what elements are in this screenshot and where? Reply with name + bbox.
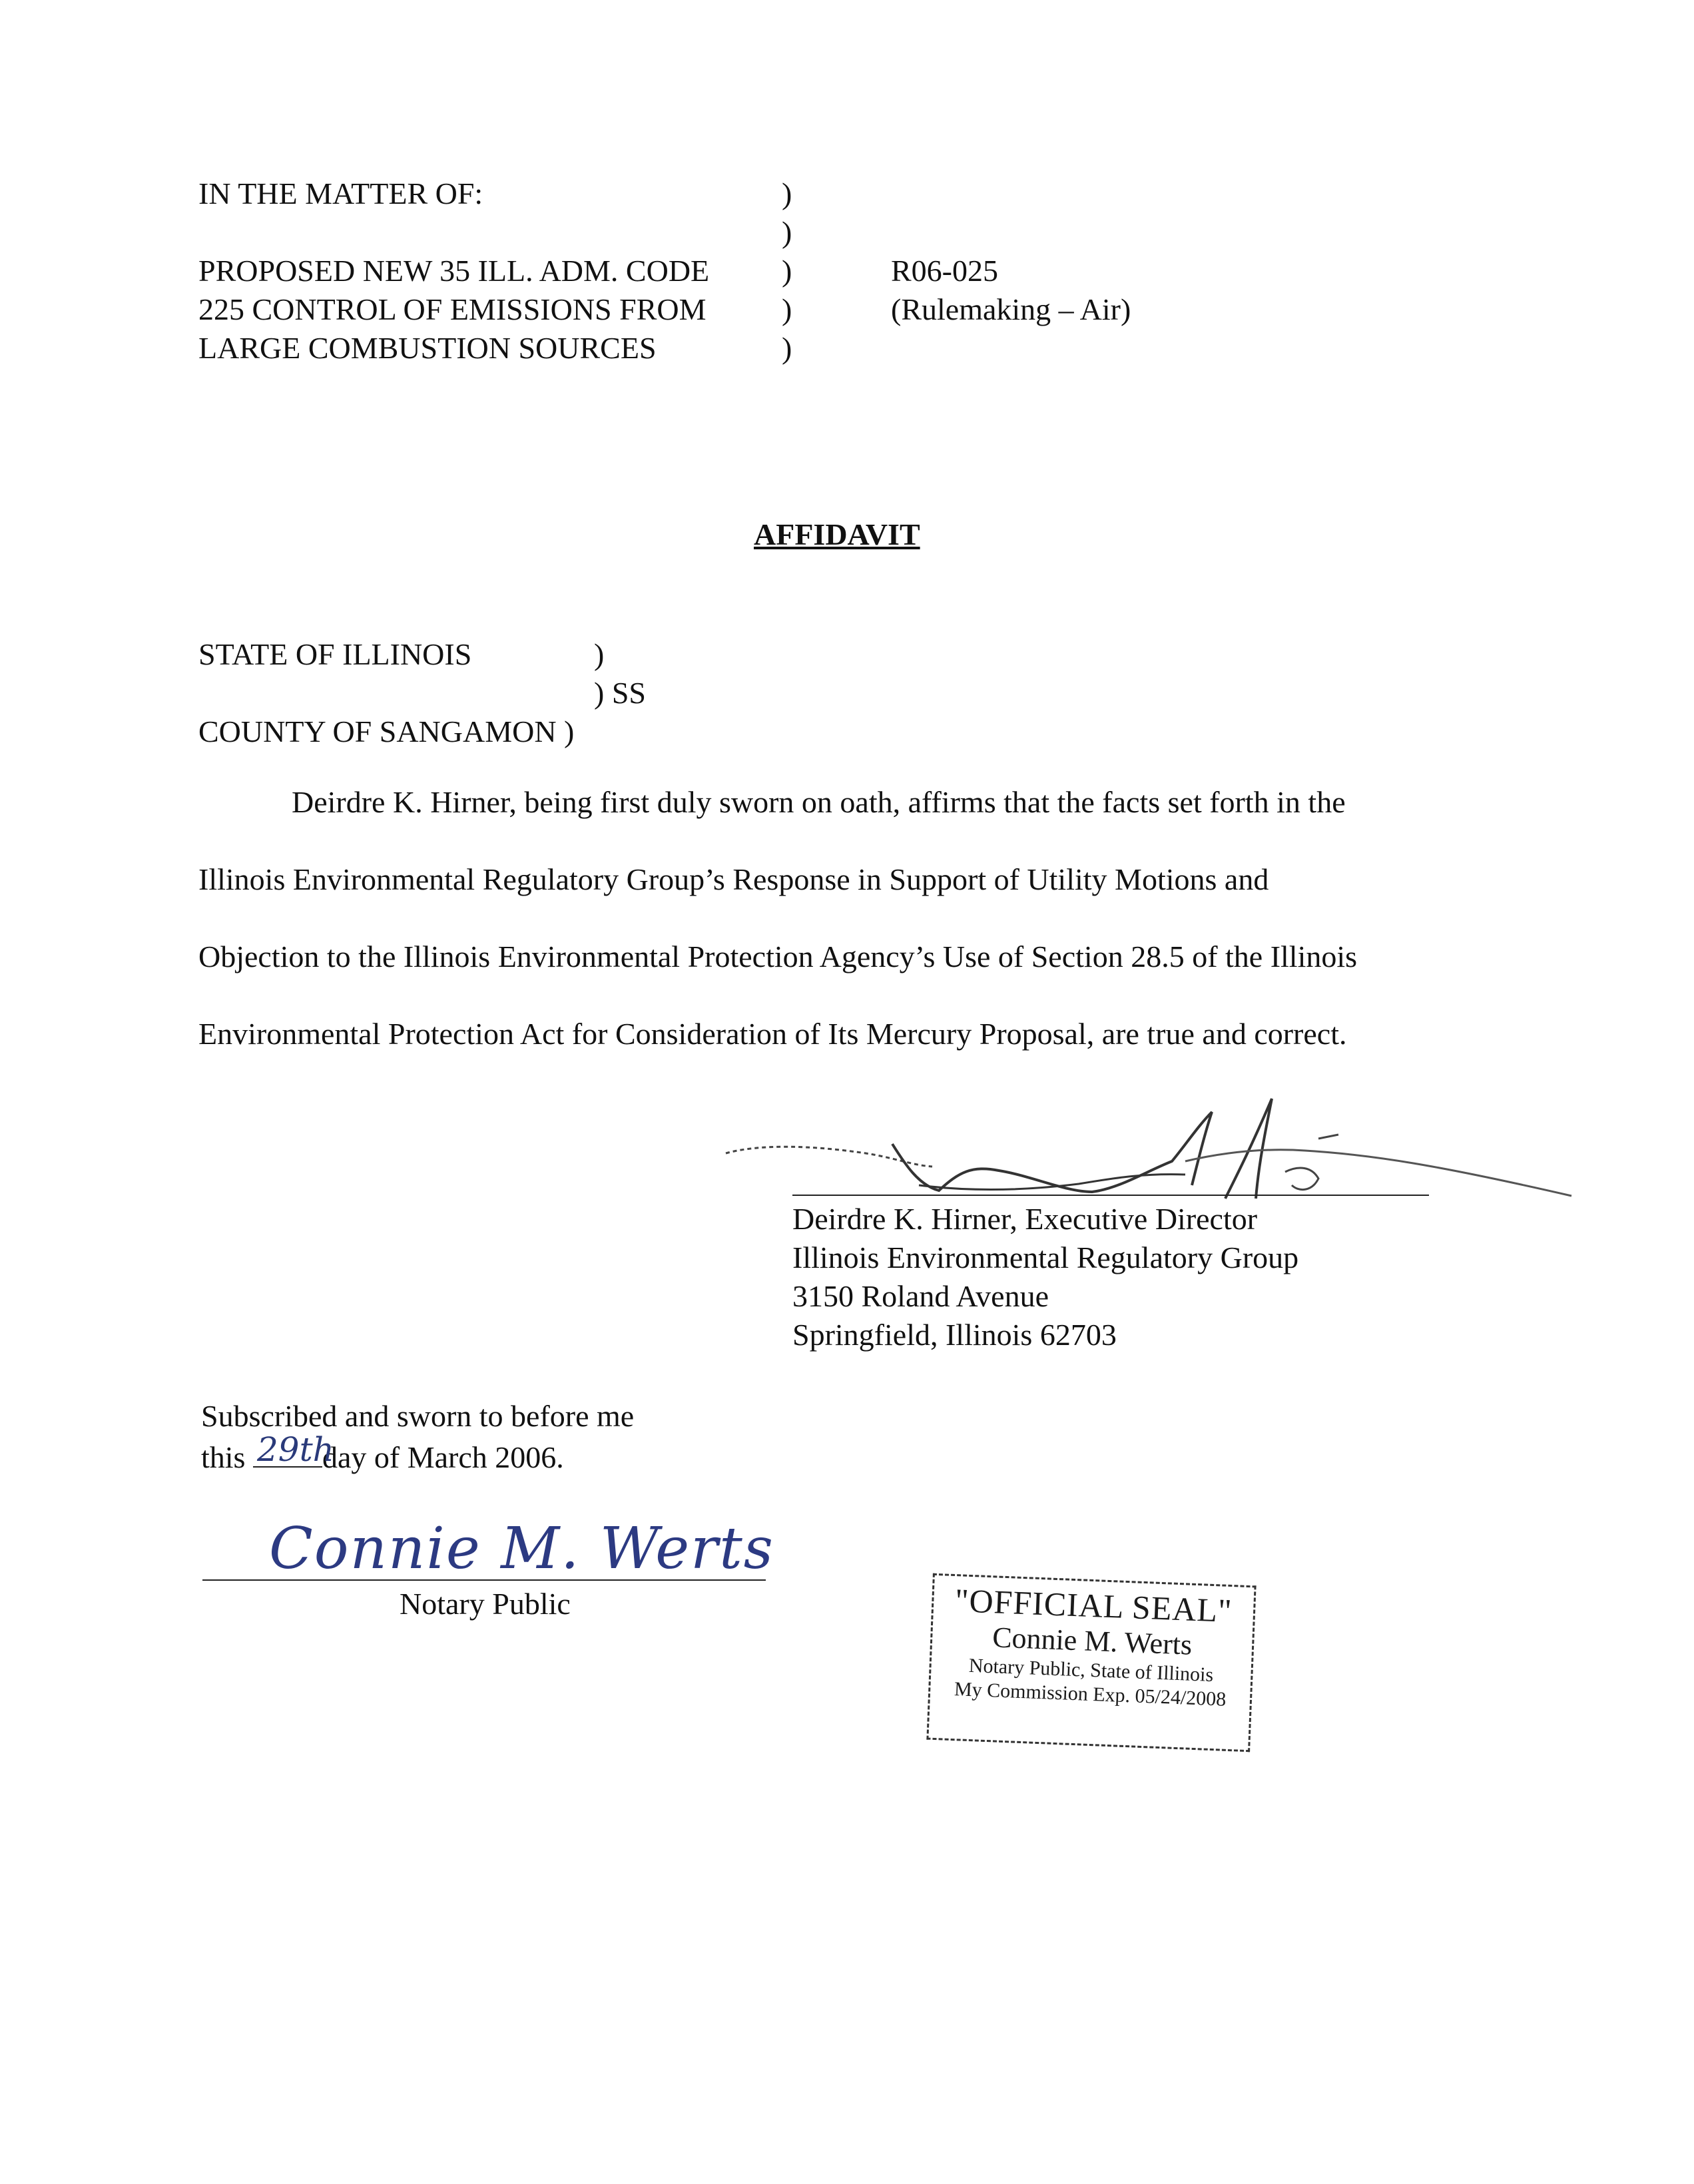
jurat-day-handwritten: 29th — [256, 1430, 334, 1469]
jurat-rest: day of March 2006. — [322, 1440, 564, 1474]
venue-state-paren: ) — [594, 637, 605, 671]
jurat-line-1: Subscribed and sworn to before me — [201, 1399, 635, 1433]
caption-line: IN THE MATTER OF: — [198, 176, 483, 210]
affiant-signature-line — [792, 1195, 1429, 1196]
seal-name: Connie M. Werts — [991, 1621, 1193, 1661]
official-seal-stamp — [926, 1573, 1256, 1752]
caption-paren: ) — [782, 215, 792, 249]
body-line: Objection to the Illinois Environmental Protection Agency’s Use of Section 28.5 of the Illinois — [198, 940, 1358, 973]
notary-signature-line — [202, 1579, 766, 1581]
affiant-organization: Illinois Environmental Regulatory Group — [792, 1240, 1299, 1274]
affiant-city: Springfield, Illinois 62703 — [792, 1318, 1117, 1352]
caption-line: PROPOSED NEW 35 ILL. ADM. CODE — [198, 254, 710, 288]
jurat-line-2 — [201, 1430, 564, 1477]
caption-paren: ) — [782, 176, 792, 210]
docket-type: (Rulemaking – Air) — [891, 292, 1131, 326]
venue-ss: ) SS — [594, 676, 646, 710]
caption-line: LARGE COMBUSTION SOURCES — [198, 331, 657, 365]
jurat-this: this — [201, 1440, 246, 1474]
caption-parens — [782, 174, 792, 368]
affiant-name-title: Deirdre K. Hirner, Executive Director — [792, 1202, 1258, 1236]
document-title: AFFIDAVIT — [754, 517, 920, 551]
body-line: Illinois Environmental Regulatory Group’s Response in Support of Utility Motions and — [198, 862, 1269, 896]
venue-county: COUNTY OF SANGAMON ) — [198, 714, 575, 748]
body-line: Deirdre K. Hirner, being first duly sworn on oath, affirms that the facts set forth in the — [292, 785, 1346, 819]
notary-signature: Connie M. Werts — [269, 1515, 774, 1582]
notary-label: Notary Public — [400, 1587, 571, 1621]
affiant-address: 3150 Roland Avenue — [792, 1279, 1049, 1313]
caption-paren: ) — [782, 331, 792, 365]
body-line: Environmental Protection Act for Consideration of Its Mercury Proposal, are true and correct. — [198, 1017, 1347, 1051]
caption-paren: ) — [782, 292, 792, 326]
caption-paren: ) — [782, 254, 792, 288]
venue-state: STATE OF ILLINOIS — [198, 637, 472, 671]
caption-line: 225 CONTROL OF EMISSIONS FROM — [198, 292, 706, 326]
caption-left — [198, 174, 709, 368]
seal-commission-state: Notary Public, State of Illinois — [968, 1654, 1214, 1687]
seal-heading: "OFFICIAL SEAL" — [954, 1581, 1233, 1630]
caption-line — [198, 213, 709, 252]
docket-number: R06-025 — [891, 254, 998, 288]
seal-commission-expiry: My Commission Exp. 05/24/2008 — [954, 1678, 1227, 1711]
jurat-day-blank — [253, 1430, 334, 1469]
